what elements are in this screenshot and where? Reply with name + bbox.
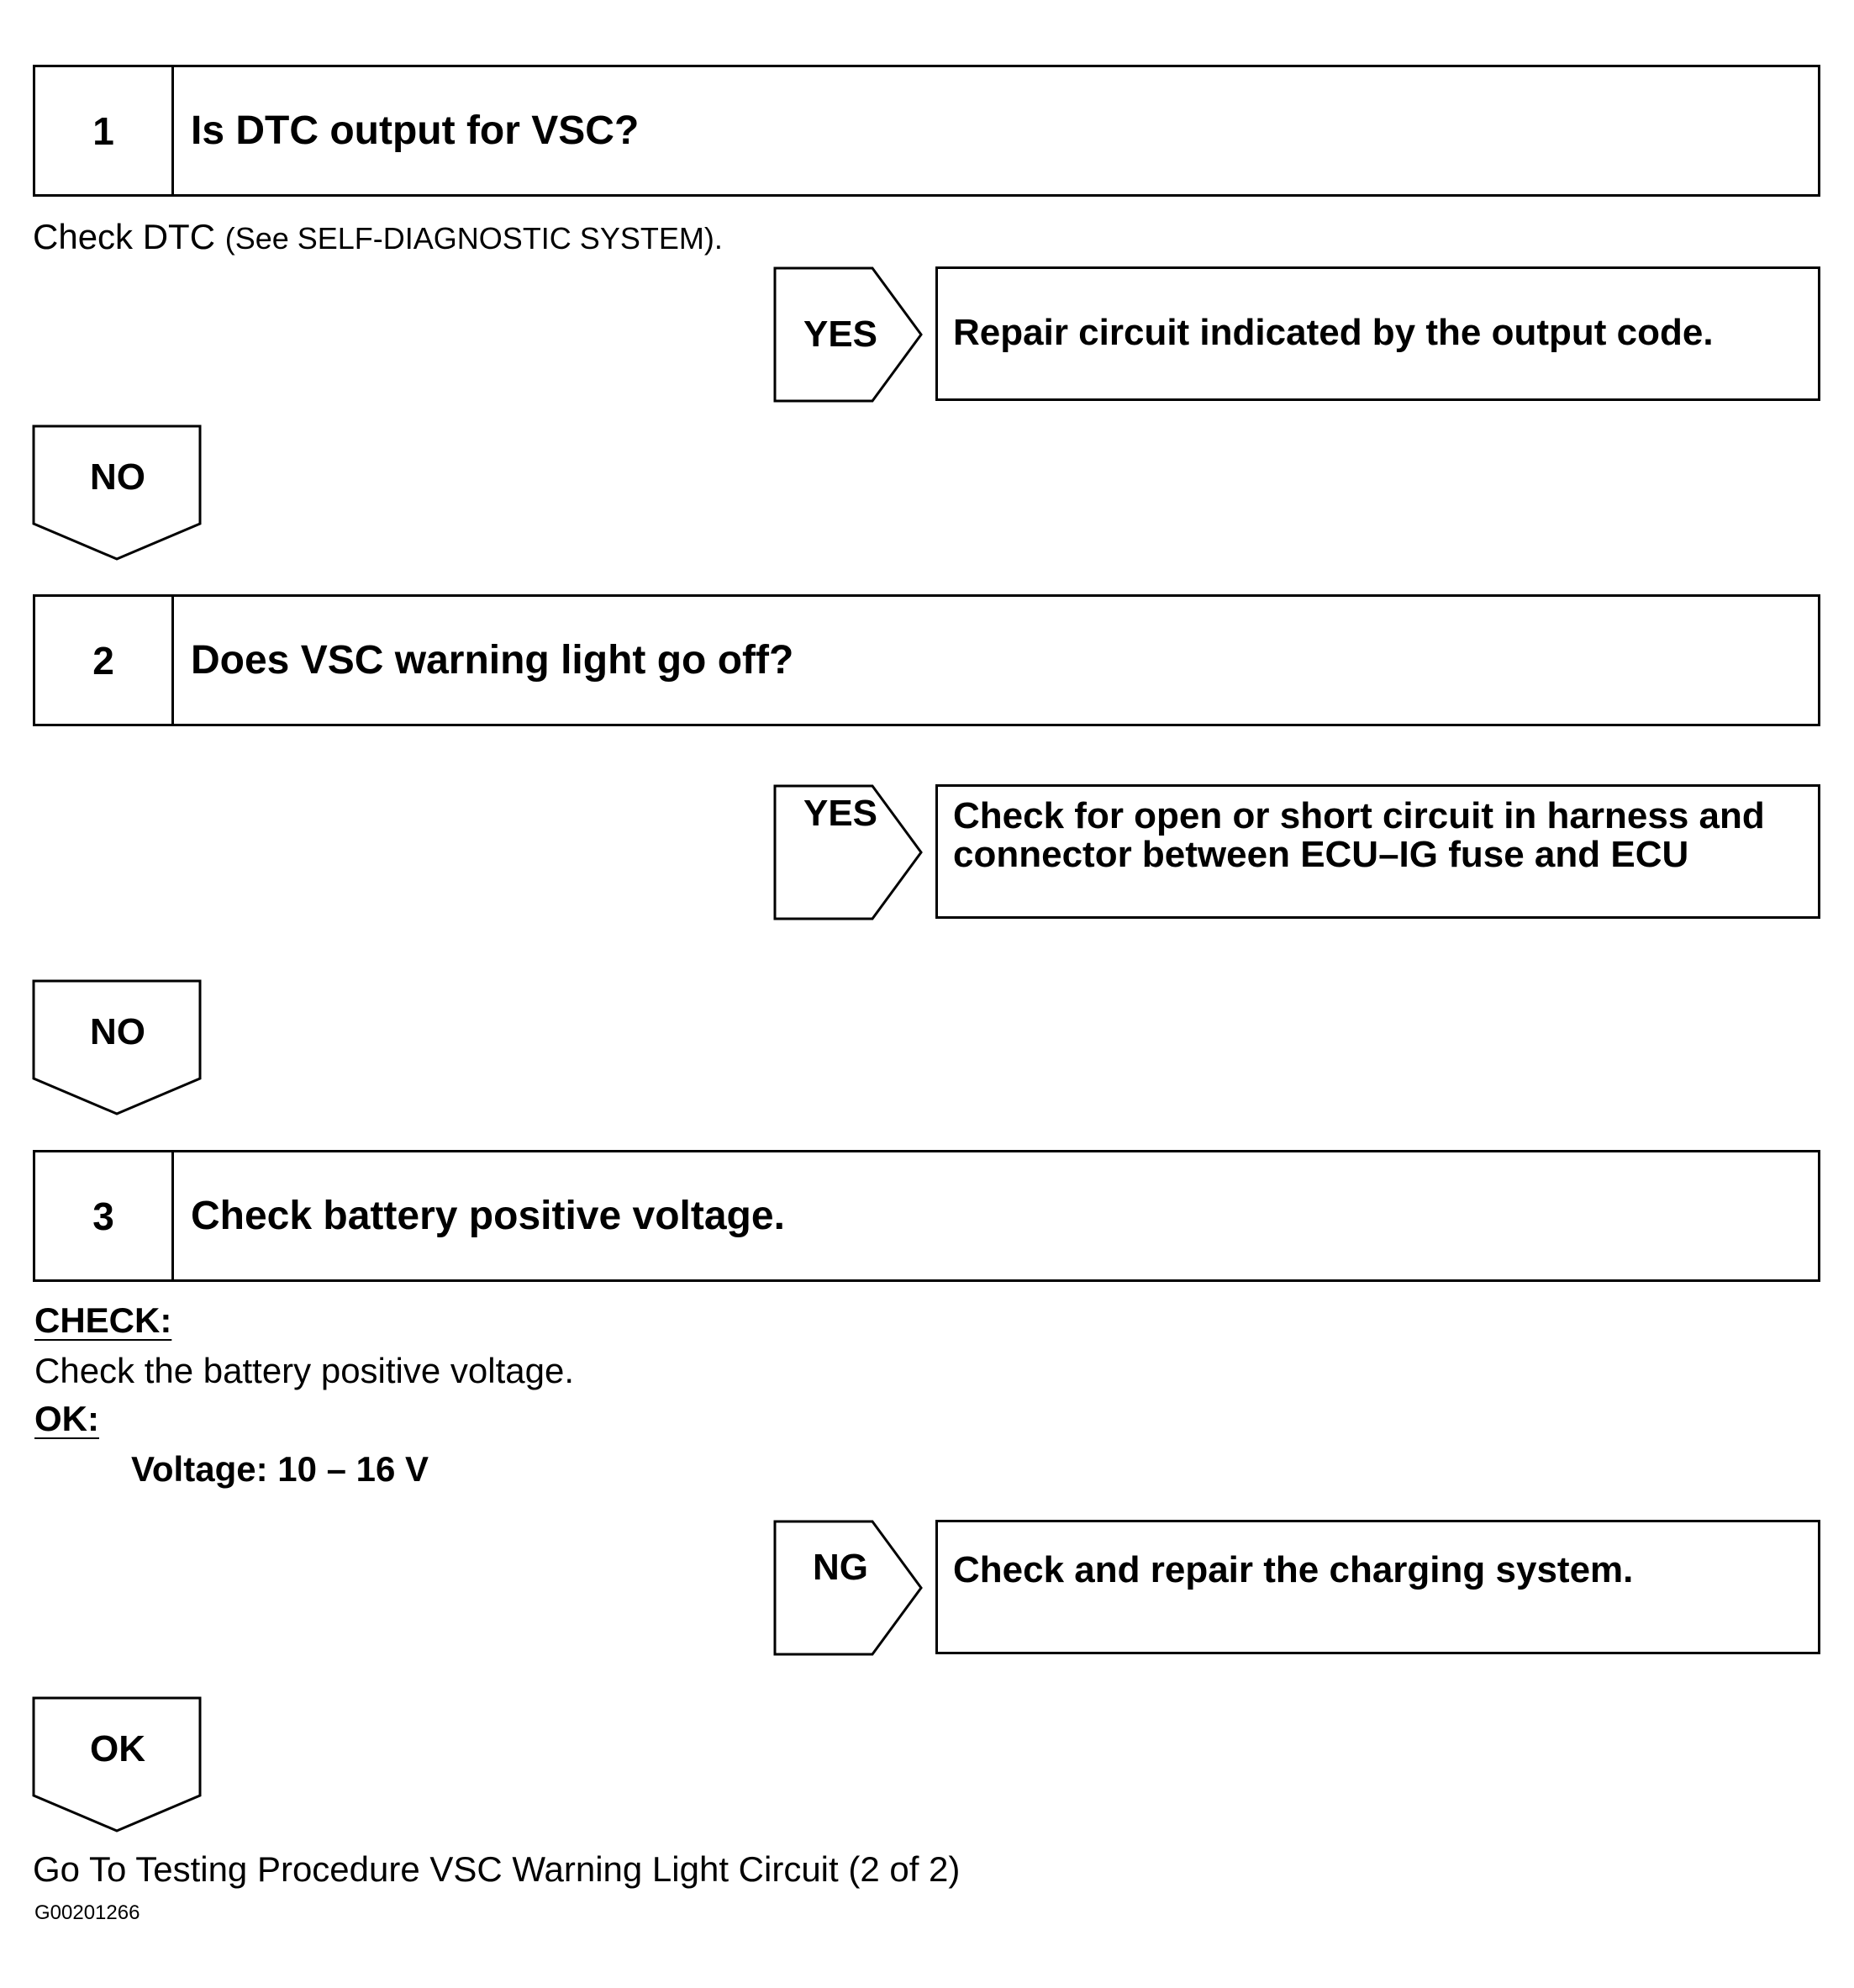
step-3-ok-heading: OK: xyxy=(34,1399,99,1438)
step-3-ng-label: NG xyxy=(813,1547,868,1588)
step-1-number: 1 xyxy=(35,67,174,194)
step-1-yes-label: YES xyxy=(803,314,878,355)
step-3-ok-spec: Voltage: 10 – 16 V xyxy=(131,1449,429,1489)
step-3-check-text: Check the battery positive voltage. xyxy=(34,1351,575,1390)
step-1-instruction xyxy=(33,217,723,257)
step-3-box xyxy=(33,1150,1820,1282)
step-2-title: Does VSC warning light go off? xyxy=(191,638,794,683)
step-3-number: 3 xyxy=(35,1152,174,1279)
figure-id: G00201266 xyxy=(34,1901,140,1924)
step-2-yes-result xyxy=(935,784,1820,919)
step-2-number: 2 xyxy=(35,597,174,724)
step-3-title: Check battery positive voltage. xyxy=(191,1194,785,1238)
step-2-yes-label: YES xyxy=(803,793,878,834)
step-1-title: Is DTC output for VSC? xyxy=(191,108,640,153)
step-3-check-heading: CHECK: xyxy=(34,1300,172,1340)
step-1-instruction-ref: (See SELF-DIAGNOSTIC SYSTEM). xyxy=(224,221,723,256)
step-2-no-label: NO xyxy=(90,1011,145,1052)
step-1-box xyxy=(33,65,1820,197)
next-step-text: Go To Testing Procedure VSC Warning Light Circuit (2 of 2) xyxy=(33,1849,961,1889)
step-2-yes-result-line-2: connector between ECU–IG fuse and ECU xyxy=(953,834,1689,875)
step-2-box xyxy=(33,594,1820,726)
step-1-instruction-main: Check DTC xyxy=(33,217,216,256)
step-2-yes-result-line-1: Check for open or short circuit in harness and xyxy=(953,795,1765,836)
step-3-ok-label: OK xyxy=(90,1728,145,1769)
step-3-ng-result: Check and repair the charging system. xyxy=(935,1520,1820,1654)
step-1-yes-result: Repair circuit indicated by the output code. xyxy=(935,266,1820,401)
step-1-no-label: NO xyxy=(90,456,145,498)
